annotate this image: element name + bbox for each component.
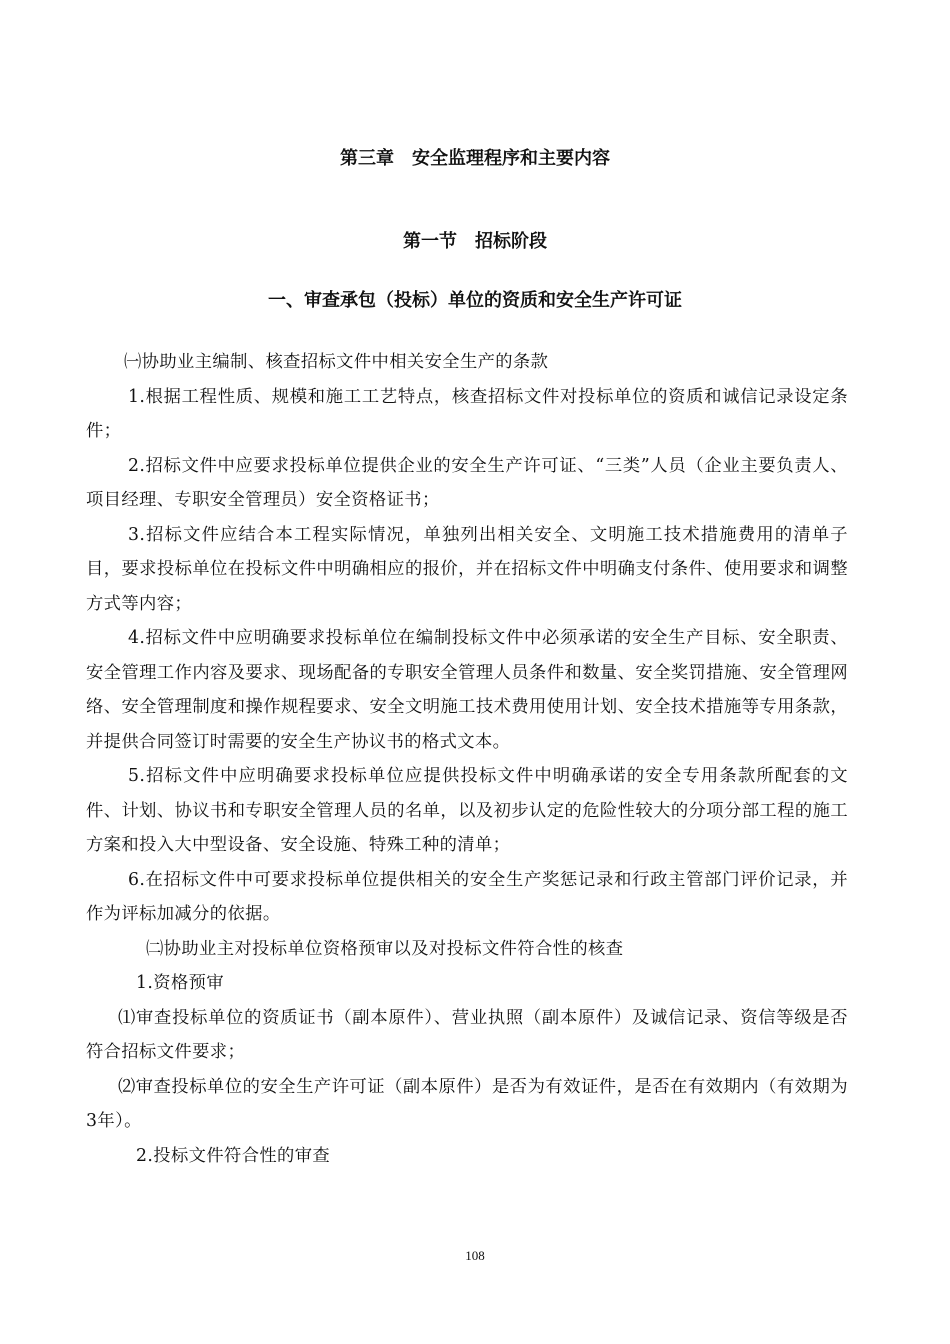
page-number: 108 — [465, 1248, 485, 1263]
paragraph-conformity-review: 2.投标文件符合性的审查 — [136, 1145, 331, 1166]
section-title: 第一节 招标阶段 — [403, 231, 547, 252]
paragraph-clause-2: 2.招标文件中应要求投标单位提供企业的安全生产许可证、“三类”人员（企业主要负责人、项目经理、专职安全管理员）安全资格证书； — [86, 455, 848, 510]
paragraph-item-2: ㈡协助业主对投标单位资格预审以及对投标文件符合性的核查 — [146, 938, 624, 959]
paragraph-sub-2: ⑵审查投标单位的安全生产许可证（副本原件）是否为有效证件，是否在有效期内（有效期为3年）。 — [86, 1076, 848, 1131]
paragraph-clause-3: 3.招标文件应结合本工程实际情况，单独列出相关安全、文明施工技术措施费用的清单子目，要求投标单位在投标文件中明确相应的报价，并在招标文件中明确支付条件、使用要求和调整方式等内容； — [86, 524, 848, 614]
paragraph-prequalification: 1.资格预审 — [136, 973, 225, 993]
paragraph-clause-6: 6.在招标文件中可要求投标单位提供相关的安全生产奖惩记录和行政主管部门评价记录，并作为评标加减分的依据。 — [86, 869, 848, 924]
paragraph-clause-4: 4.招标文件中应明确要求投标单位在编制投标文件中必须承诺的安全生产目标、安全职责、安全管理工作内容及要求、现场配备的专职安全管理人员条件和数量、安全奖罚措施、安全管理网络、安全管理制度和操作规程要求、安全文明施工技术费用使用计划、安全技术措施等专用条款，并提供合同签订时需要的安全生产协议书的格式文本。 — [86, 628, 848, 752]
subsection-title: 一、审查承包（投标）单位的资质和安全生产许可证 — [268, 290, 682, 311]
body-text — [86, 345, 848, 1173]
paragraph-clause-5: 5.招标文件中应明确要求投标单位应提供投标文件中明确承诺的安全专用条款所配套的文件、计划、协议书和专职安全管理人员的名单，以及初步认定的危险性较大的分项分部工程的施工方案和投入大中型设备、安全设施、特殊工种的清单； — [86, 766, 848, 855]
paragraph-item-1: ㈠协助业主编制、核查招标文件中相关安全生产的条款 — [124, 352, 549, 372]
paragraph-clause-1: 1.根据工程性质、规模和施工工艺特点，核查招标文件对投标单位的资质和诚信记录设定条件； — [86, 386, 848, 441]
paragraph-sub-1: ⑴审查投标单位的资质证书（副本原件）、营业执照（副本原件）及诚信记录、资信等级是否符合招标文件要求； — [86, 1007, 848, 1062]
chapter-title: 第三章 安全监理程序和主要内容 — [340, 148, 610, 169]
